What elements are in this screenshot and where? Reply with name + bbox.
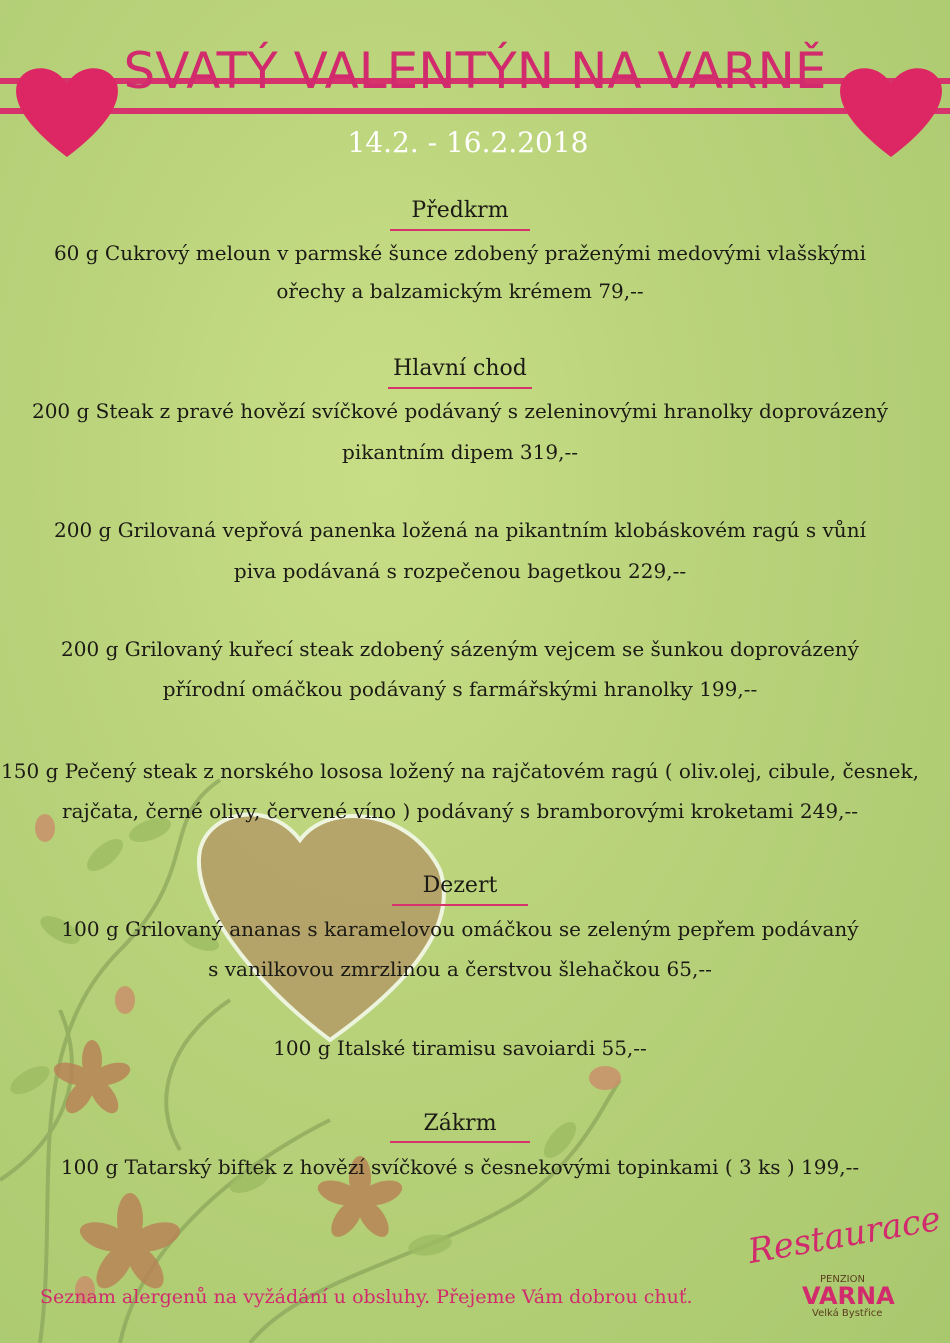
heading-underline [392, 904, 528, 906]
header-line-bottom [0, 108, 950, 114]
menu-item-line: 60 g Cukrový meloun v parmské šunce zdobený praženými medovými vlašskými [53, 241, 867, 265]
menu-item-line: ořechy a balzamickým krémem 79,-- [276, 279, 644, 303]
section-heading-dezert: Dezert [422, 873, 498, 898]
menu-item-line: 200 g Steak z pravé hovězí svíčkové podávaný s zeleninovými hranolky doprovázený [31, 399, 889, 423]
menu-item-line: přírodní omáčkou podávaný s farmářskými hranolky 199,-- [162, 677, 758, 701]
logo-brand: VARNA [802, 1282, 895, 1310]
heading-underline [390, 229, 530, 231]
section-heading-zakrm: Zákrm [423, 1111, 497, 1136]
menu-item-line: 200 g Grilovaný kuřecí steak zdobený sázeným vejcem se šunkou doprovázený [61, 637, 859, 661]
section-heading-hlavni: Hlavní chod [393, 356, 527, 381]
menu-item-line: pikantním dipem 319,-- [342, 440, 578, 464]
heading-underline [388, 387, 532, 389]
menu-item-line: 150 g Pečený steak z norského lososa ložený na rajčatovém ragú ( oliv.olej, cibule, česnek, [1, 759, 919, 783]
logo-penzion: PENZION [820, 1274, 865, 1285]
event-date: 14.2. - 16.2.2018 [347, 126, 589, 159]
menu-item-line: 100 g Tatarský biftek z hovězí svíčkové s česnekovými topinkami ( 3 ks ) 199,-- [60, 1155, 860, 1179]
restaurant-logo [745, 1198, 944, 1319]
menu-item-line: piva podávaná s rozpečenou bagetkou 229,-- [233, 559, 687, 583]
heading-underline [390, 1141, 530, 1143]
footer-note: Seznam alergenů na vyžádání u obsluhy. Přejeme Vám dobrou chuť. [40, 1286, 693, 1308]
menu-item-line: 100 g Italské tiramisu savoiardi 55,-- [273, 1036, 647, 1060]
menu-item-line: rajčata, černé olivy, červené víno ) podávaný s bramborovými kroketami 249,-- [62, 799, 858, 823]
menu-item-line: 200 g Grilovaná vepřová panenka ložená na pikantním klobáskovém ragú s vůní [54, 518, 866, 542]
page-title: SVATÝ VALENTÝN NA VARNĚ [123, 42, 827, 100]
menu-item-line: s vanilkovou zmrzlinou a čerstvou šlehačkou 65,-- [208, 957, 712, 981]
section-heading-predkrm: Předkrm [411, 198, 509, 223]
menu-item-line: 100 g Grilovaný ananas s karamelovou omáčkou se zeleným pepřem podávaný [61, 917, 859, 941]
logo-script: Restaurace [745, 1198, 944, 1272]
logo-city: Velká Bystřice [812, 1308, 883, 1319]
